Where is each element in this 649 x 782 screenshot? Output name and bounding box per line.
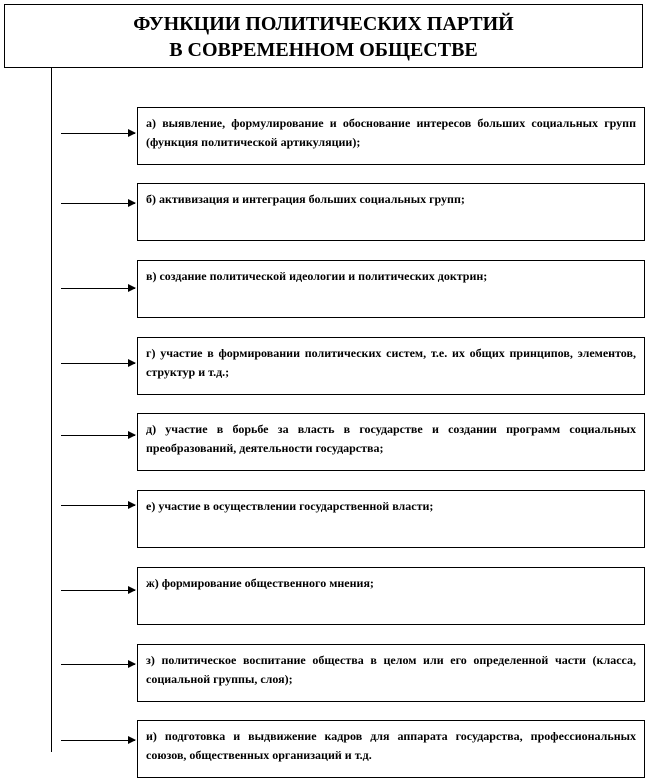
arrow-a (61, 133, 135, 134)
connector-spine (51, 68, 52, 752)
function-box-d (137, 337, 645, 395)
function-text-f: е) участие в осуществлении государственной власти; (146, 499, 434, 513)
function-box-c (137, 260, 645, 318)
function-text-c: в) создание политической идеологии и политических доктрин; (146, 269, 488, 283)
function-box-f (137, 490, 645, 548)
function-box-h (137, 644, 645, 702)
function-text-e: д) участие в борьбе за власть в государстве и создании программ социальных преобразований, деятельности государства; (146, 422, 636, 455)
arrow-h (61, 664, 135, 665)
function-text-a: а) выявление, формулирование и обоснование интересов больших социальных групп (функция политической артикуляции); (146, 116, 636, 149)
function-box-a (137, 107, 645, 165)
title-line-2: В СОВРЕМЕННОМ ОБЩЕСТВЕ (169, 39, 478, 61)
function-box-i (137, 720, 645, 778)
function-text-d: г) участие в формировании политических систем, т.е. их общих принципов, элементов, структур и т.д.; (146, 346, 636, 379)
function-text-h: з) политическое воспитание общества в целом или его определенной части (класса, социальной группы, слоя); (146, 653, 636, 686)
function-text-g: ж) формирование общественного мнения; (146, 576, 374, 590)
arrow-g (61, 590, 135, 591)
arrow-d (61, 363, 135, 364)
arrow-e (61, 435, 135, 436)
arrow-i (61, 740, 135, 741)
diagram-title (4, 4, 643, 68)
function-box-g (137, 567, 645, 625)
function-box-b (137, 183, 645, 241)
function-text-i: и) подготовка и выдвижение кадров для аппарата государства, профессиональных союзов, общественных организаций и т.д. (146, 729, 636, 762)
function-text-b: б) активизация и интеграция больших социальных групп; (146, 192, 465, 206)
arrow-c (61, 288, 135, 289)
arrow-f (61, 505, 135, 506)
function-box-e (137, 413, 645, 471)
arrow-b (61, 203, 135, 204)
title-line-1: ФУНКЦИИ ПОЛИТИЧЕСКИХ ПАРТИЙ (133, 13, 514, 35)
